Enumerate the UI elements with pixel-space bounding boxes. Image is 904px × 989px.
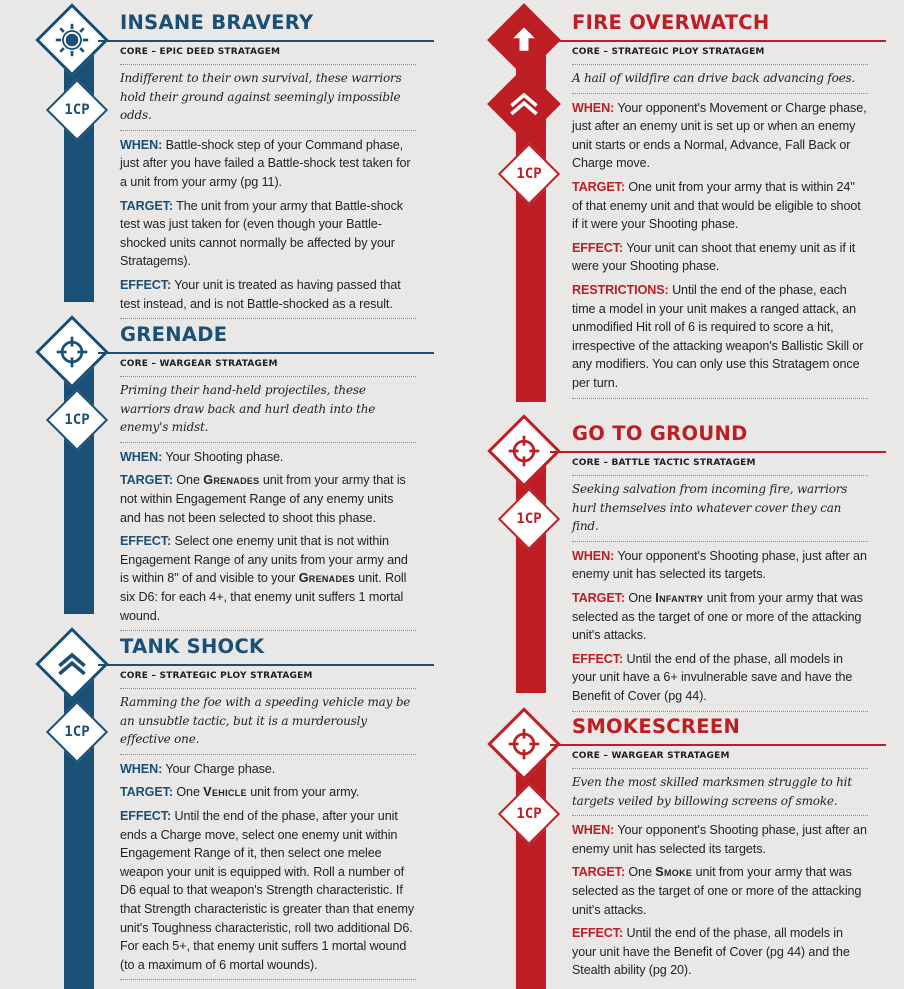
target-label: TARGET:: [572, 590, 625, 605]
stratagem-fire-overwatch: [452, 0, 904, 405]
stratagem-body: [120, 688, 416, 980]
when-label: WHEN:: [120, 449, 163, 464]
stratagem-title: INSANE BRAVERY: [120, 11, 314, 34]
keyword-vehicle: Vehicle: [203, 785, 247, 800]
crosshair-icon: [54, 334, 90, 370]
effect-rule: [572, 239, 868, 276]
when-text: Your opponent's Shooting phase, just after an enemy unit has selected its targets.: [572, 823, 867, 856]
when-rule: [120, 760, 416, 779]
stratagem-title: FIRE OVERWATCH: [572, 11, 770, 34]
effect-rule: [120, 532, 416, 631]
title-rule: [98, 664, 434, 666]
cp-cost-label: 1CP: [516, 166, 542, 182]
target-rule: [120, 197, 416, 271]
target-text-pre: One: [176, 785, 200, 800]
target-rule: [120, 471, 416, 527]
stratagem-insane-bravery: [0, 0, 452, 311]
target-rule: [120, 783, 416, 802]
when-text: Your Shooting phase.: [165, 449, 284, 464]
when-text: Your opponent's Movement or Charge phase, just after an enemy unit is set up or when an enemy unit starts or ends a Normal, Advance, Fall Back or Charge move.: [572, 100, 867, 171]
restrictions-text: Until the end of the phase, each time a model in your unit makes a ranged attack, an unmodified Hit roll of 6 is required to score a hit, irrespective of the attacking weapon's Ballistic Skill or any modifiers. You can only use this Stratagem once per turn.: [572, 282, 864, 390]
stratagem-type: CORE – WARGEAR STRATAGEM: [120, 359, 278, 369]
stratagem-title: TANK SHOCK: [120, 635, 265, 658]
target-text: One unit from your army that is within 24" of that enemy unit and that would be eligible to shoot if it were your Shooting phase.: [572, 179, 861, 232]
double-chevron-up-icon: [54, 646, 90, 682]
stratagem-go-to-ground: [452, 411, 904, 703]
title-rule: [550, 40, 886, 42]
target-text-post: unit from your army that is not within Engagement Range of any enemy units and has not been selected to shoot this phase.: [120, 473, 406, 525]
when-rule: [572, 547, 868, 584]
flavor-text: A hail of wildfire can drive back advancing foes.: [572, 69, 868, 94]
when-label: WHEN:: [572, 100, 615, 115]
stratagem-side-bar: [516, 744, 546, 989]
when-rule: [572, 99, 868, 173]
target-label: TARGET:: [120, 198, 173, 213]
emblem-frame: [487, 67, 561, 141]
effect-rule: [572, 924, 868, 980]
keyword-infantry: Infantry: [655, 590, 704, 605]
target-text-pre: One: [628, 590, 652, 605]
effect-text: Until the end of the phase, after your unit ends a Charge move, select one enemy unit within Engagement Range of it, then select one melee weapon your unit is equipped with. Roll a number of D6 equal to that weapon's Strength characteristic. If that Strength characteristic is greater than that enemy unit's Toughness characteristic, roll two additional D6. For each 5+, that enemy unit suffers 1 mortal wound (to a maximum of 6 mortal wounds).: [120, 808, 415, 972]
effect-rule: [572, 650, 868, 712]
when-text: Your Charge phase.: [165, 761, 276, 776]
target-text-post: unit from your army.: [250, 785, 360, 800]
restrictions-label: RESTRICTIONS:: [572, 282, 669, 297]
cp-cost-badge: [46, 701, 108, 763]
stratagem-type: CORE – BATTLE TACTIC STRATAGEM: [572, 458, 756, 468]
flavor-text: Indifferent to their own survival, these warriors hold their ground against seemingly impossible odds.: [120, 69, 416, 131]
effect-label: EFFECT:: [120, 277, 172, 292]
double-chevron-up-icon: [506, 86, 542, 122]
cp-cost-label: 1CP: [64, 102, 90, 118]
target-text-post: unit from your army that was selected as the target of one or more of the attacking unit's attacks.: [572, 590, 863, 643]
cp-cost-badge: [46, 389, 108, 451]
keyword-grenades: Grenades: [203, 473, 260, 488]
target-text: The unit from your army that Battle-shock test was just taken for (even though your Battle-shocked units cannot normally be affected by your Stratagems).: [120, 198, 403, 269]
title-rule: [550, 744, 886, 746]
flavor-text: Even the most skilled marksmen struggle to hit targets veiled by billowing screens of smoke.: [572, 773, 868, 816]
keyword-smoke: Smoke: [655, 865, 693, 880]
stratagem-title: GO TO GROUND: [572, 422, 748, 445]
stratagem-type: CORE – STRATEGIC PLOY STRATAGEM: [572, 47, 765, 57]
target-label: TARGET:: [120, 785, 173, 800]
title-rule: [98, 352, 434, 354]
effect-label: EFFECT:: [120, 534, 172, 549]
sun-burst-icon: [54, 22, 90, 58]
when-label: WHEN:: [120, 761, 163, 776]
stratagem-side-bar: [64, 40, 94, 302]
title-rule: [98, 40, 434, 42]
cp-cost-badge: [498, 488, 560, 550]
stratagem-body: [120, 64, 416, 319]
target-rule: [572, 178, 868, 234]
crosshair-icon: [506, 726, 542, 762]
stratagem-tank-shock: [0, 624, 452, 989]
cp-cost-label: 1CP: [516, 806, 542, 822]
effect-text: Your unit is treated as having passed that test instead, and is not Battle-shocked as a result.: [120, 277, 401, 311]
stratagem-type: CORE – STRATEGIC PLOY STRATAGEM: [120, 671, 313, 681]
stratagem-grenade: [0, 312, 452, 623]
effect-text: Until the end of the phase, all models in your unit have the Benefit of Cover (pg 44) and the Stealth ability (pg 20).: [572, 926, 850, 978]
stratagem-side-bar: [516, 451, 546, 693]
when-rule: [572, 821, 868, 858]
stratagem-body: [572, 64, 868, 399]
keyword-grenades: Grenades: [298, 571, 355, 586]
effect-label: EFFECT:: [120, 808, 172, 823]
effect-text-post: unit. Roll six D6: for each 4+, that enemy unit suffers 1 mortal wound.: [120, 571, 407, 623]
effect-text-pre: Select one enemy unit that is not within Engagement Range of any units from your army and is within 8" of and visible to your: [120, 534, 408, 586]
restrictions-rule: [572, 281, 868, 399]
cp-cost-label: 1CP: [64, 412, 90, 428]
target-rule: [572, 863, 868, 919]
flavor-text: Seeking salvation from incoming fire, warriors hurl themselves into whatever cover they can find.: [572, 480, 868, 542]
target-text-post: unit from your army that was selected as the target of one or more of the attacking unit's attacks.: [572, 865, 862, 917]
target-text-pre: One: [628, 865, 652, 880]
title-rule: [550, 451, 886, 453]
when-label: WHEN:: [572, 823, 615, 838]
target-label: TARGET:: [120, 473, 173, 488]
stratagem-type: CORE – EPIC DEED STRATAGEM: [120, 47, 281, 57]
stratagem-type: CORE – WARGEAR STRATAGEM: [572, 751, 730, 761]
effect-label: EFFECT:: [572, 926, 624, 941]
stratagem-title: GRENADE: [120, 323, 228, 346]
target-text-pre: One: [176, 473, 200, 488]
stratagem-body: [120, 376, 416, 631]
when-text: Your opponent's Shooting phase, just after an enemy unit has selected its targets.: [572, 548, 867, 582]
flavor-text: Priming their hand-held projectiles, these warriors draw back and hurl death into the enemy's midst.: [120, 381, 416, 443]
when-rule: [120, 448, 416, 467]
target-label: TARGET:: [572, 179, 625, 194]
when-label: WHEN:: [572, 548, 615, 563]
when-rule: [120, 136, 416, 192]
effect-text: Your unit can shoot that enemy unit as if it were your Shooting phase.: [572, 240, 856, 274]
target-rule: [572, 589, 868, 645]
crosshair-icon: [506, 433, 542, 469]
cp-cost-badge: [498, 143, 560, 205]
when-text: Battle-shock step of your Command phase, just after you have failed a Battle-shock test taken for a unit from your army (pg 11).: [120, 137, 411, 189]
effect-label: EFFECT:: [572, 240, 624, 255]
cp-cost-badge: [498, 783, 560, 845]
effect-text: Until the end of the phase, all models in your unit have a 6+ invulnerable save and have the Benefit of Cover (pg 44).: [572, 651, 853, 703]
stratagem-body: [572, 475, 868, 712]
stratagem-smokescreen: [452, 704, 904, 989]
cp-cost-label: 1CP: [64, 724, 90, 740]
effect-rule: [120, 807, 416, 980]
when-label: WHEN:: [120, 137, 163, 152]
target-label: TARGET:: [572, 865, 625, 880]
flavor-text: Ramming the foe with a speeding vehicle may be an unsubtle tactic, but it is a murderously effective one.: [120, 693, 416, 755]
cp-cost-label: 1CP: [516, 511, 542, 527]
arrow-up-icon: [506, 22, 542, 58]
stratagem-body: [572, 768, 868, 980]
cp-cost-badge: [46, 79, 108, 141]
stratagem-title: SMOKESCREEN: [572, 715, 741, 738]
effect-label: EFFECT:: [572, 651, 624, 666]
